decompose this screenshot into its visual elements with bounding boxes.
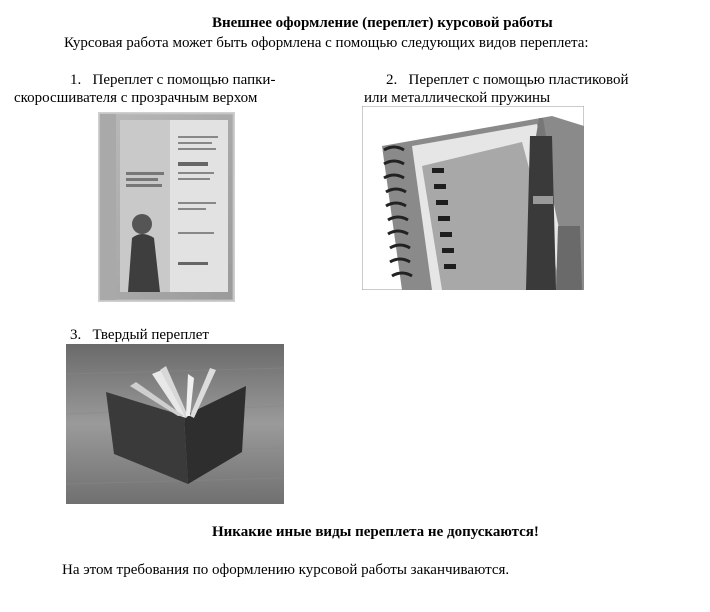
list-number: 3. bbox=[70, 327, 82, 343]
list-text: Переплет с помощью пластиковой bbox=[408, 72, 629, 88]
folder-binder-photo bbox=[98, 112, 235, 302]
hardcover-book-photo bbox=[66, 344, 284, 504]
list-number: 2. bbox=[386, 72, 398, 88]
list-item-1-line1 bbox=[70, 71, 275, 89]
list-item-1-line2: скоросшивателя с прозрачным верхом bbox=[14, 90, 258, 106]
list-item-2-line2: или металлической пружины bbox=[364, 90, 551, 106]
intro-paragraph: Курсовая работа может быть оформлена с помощью следующих видов переплета: bbox=[64, 35, 589, 51]
final-paragraph: На этом требования по оформлению курсовой работы заканчиваются. bbox=[62, 562, 510, 578]
spiral-binding-photo bbox=[362, 106, 584, 290]
list-item-2-line1 bbox=[386, 71, 629, 89]
page-title: Внешнее оформление (переплет) курсовой работы bbox=[212, 15, 553, 31]
list-text: Переплет с помощью папки- bbox=[92, 72, 276, 88]
notice-text: Никакие иные виды переплета не допускаются! bbox=[212, 524, 539, 540]
list-text: Твердый переплет bbox=[92, 327, 209, 343]
list-item-3 bbox=[70, 326, 209, 344]
list-number: 1. bbox=[70, 72, 82, 88]
